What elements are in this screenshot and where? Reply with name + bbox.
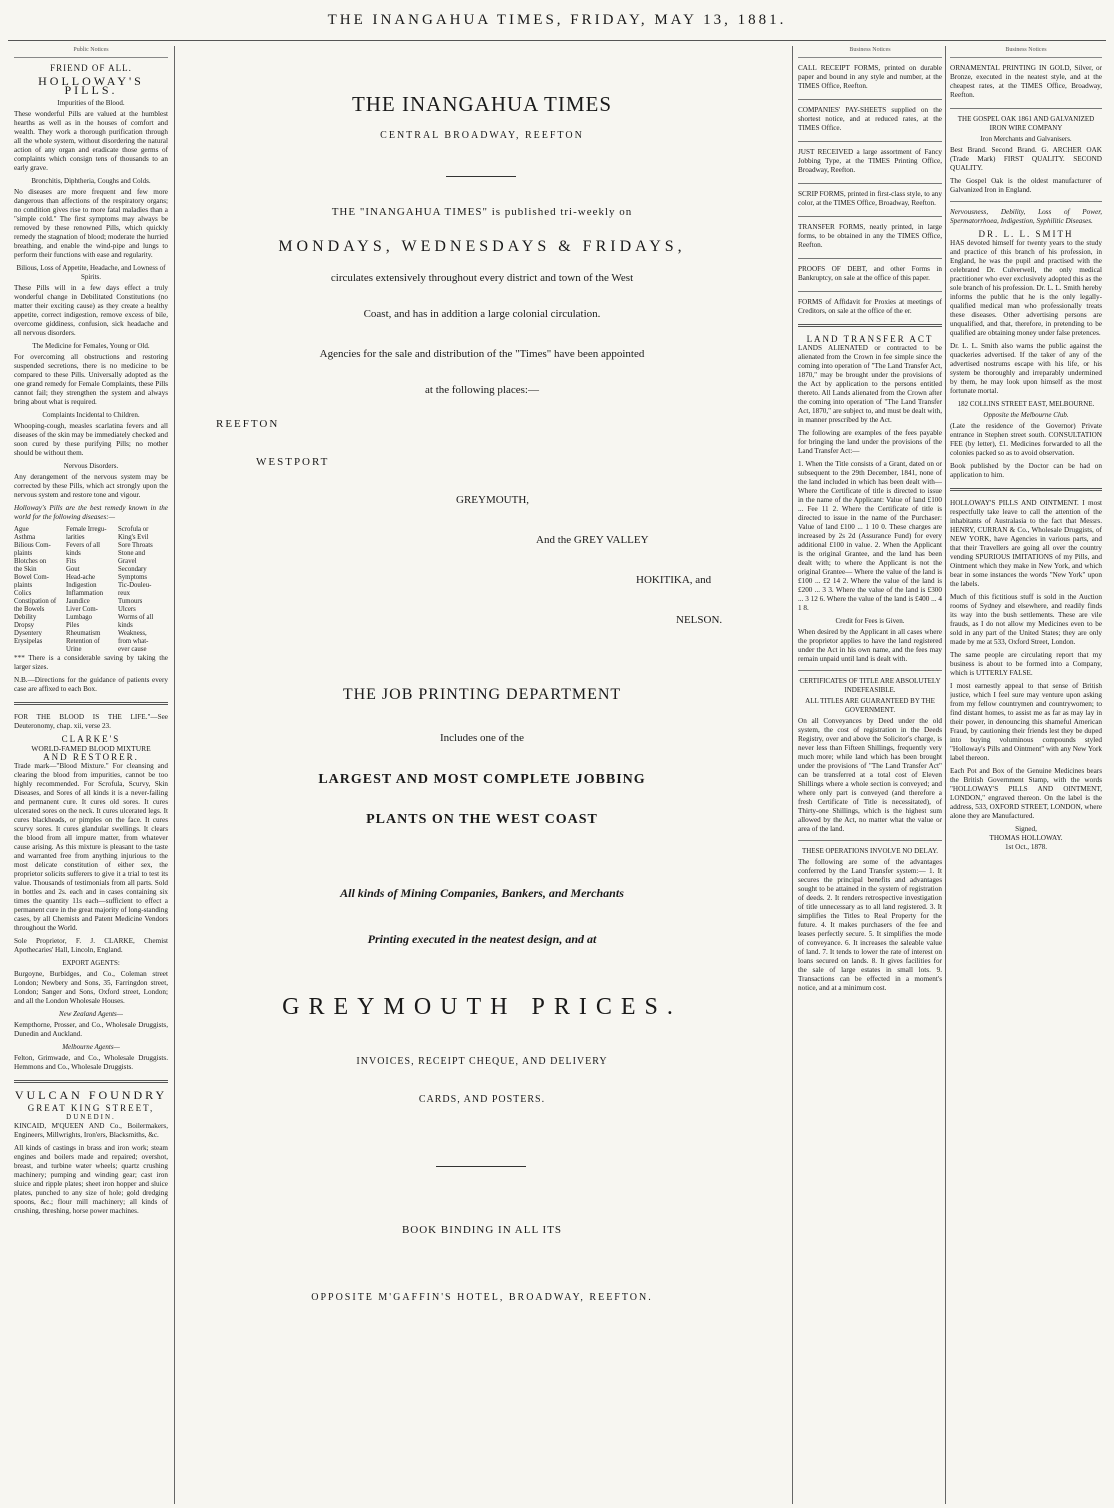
paragraph: *** There is a considerable saving by taking the larger sizes. bbox=[14, 654, 168, 671]
disease-item: Jaundice bbox=[66, 598, 90, 605]
place-item: HOKITIKA, and bbox=[636, 574, 712, 586]
disease-item: Liver Com- bbox=[66, 606, 98, 613]
disease-item: Gout bbox=[66, 566, 80, 573]
ad-pay-sheets: COMPANIES' PAY-SHEETS supplied on the shortest notice, and at reduced rates, at the TIMES Office. bbox=[798, 106, 942, 132]
smith-heading: DR. L. L. SMITH bbox=[978, 229, 1074, 239]
disease-item: Indigestion bbox=[66, 582, 97, 589]
disease-item: Asthma bbox=[14, 534, 36, 541]
right-column bbox=[798, 46, 942, 1504]
invoices-line: INVOICES, RECEIPT CHEQUE, AND DELIVERY bbox=[356, 1056, 608, 1067]
place-item: REEFTON bbox=[216, 418, 280, 430]
job-heading: THE JOB PRINTING DEPARTMENT bbox=[342, 686, 622, 703]
paragraph: These wonderful Pills are valued at the humblest hearths as well as in the houses of comfort and wealth. They work a thorough purification through all the whole system, without disordering the natural action of any organ and eradicate those germs of complaints which consign tens of thousands to an early grave. bbox=[14, 110, 168, 172]
disease-item: kinds bbox=[118, 622, 133, 629]
paragraph: Whooping-cough, measles scarlatina fevers and all diseases of the skin may be immediately checked and soon cured by these purifying Pills; no mother should be without them. bbox=[14, 422, 168, 457]
disease-item: ever cause bbox=[118, 646, 147, 653]
disease-item: Tumours bbox=[118, 598, 143, 605]
disease-list bbox=[14, 526, 168, 654]
disease-item: Ulcers bbox=[118, 606, 136, 613]
ad-transfer-forms: TRANSFER FORMS, neatly printed, in large forms, to be obtained in any the TIMES Office, Reefton. bbox=[798, 223, 942, 249]
paragraph: Any derangement of the nervous system may be corrected by these Pills, which act strongly upon the nervous system and restore tone and vigour. bbox=[14, 473, 168, 499]
column-head: Business Notices bbox=[950, 46, 1102, 58]
paragraph: The following are examples of the fees payable for bringing the land under the provisions of the Land Transfer Act:— bbox=[798, 429, 942, 455]
column-rule bbox=[792, 46, 793, 1504]
disease-item: Tic-Douleu- bbox=[118, 582, 152, 589]
disease-item: Rheumatism bbox=[66, 630, 101, 637]
ad-proofs-of-debt: PROOFS OF DEBT, and other Forms in Bankruptcy, on sale at the office of this paper. bbox=[798, 265, 942, 282]
disease-item: King's Evil bbox=[118, 534, 149, 541]
subhead: EXPORT AGENTS: bbox=[62, 959, 120, 967]
divider bbox=[798, 216, 942, 217]
paragraph: Holloway's Pills are the best remedy known in the world for the following diseases:— bbox=[14, 504, 168, 521]
paragraph: The Gospel Oak is the oldest manufacturer of Galvanized Iron in England. bbox=[950, 177, 1102, 194]
subhead: Iron Merchants and Galvanisers. bbox=[980, 135, 1072, 143]
paragraph: FOR THE BLOOD IS THE LIFE."—See Deuteronomy, chap. xii, verse 23. bbox=[14, 713, 168, 730]
disease-item: Dysentery bbox=[14, 630, 42, 637]
disease-item: Erysipelas bbox=[14, 638, 43, 645]
paragraph: Sole Proprietor, F. J. CLARKE, Chemist Apothecaries' Hall, Lincoln, England. bbox=[14, 937, 168, 954]
holloway-title: HOLLOWAY'S PILLS. bbox=[38, 74, 144, 97]
divider bbox=[798, 99, 942, 100]
far-right-column bbox=[950, 46, 1102, 1504]
paper-title: THE INANGAHUA TIMES bbox=[351, 92, 613, 116]
signed-date: 1st Oct., 1878. bbox=[1004, 843, 1048, 851]
disease-item bbox=[14, 646, 64, 654]
paragraph: Dr. L. L. Smith also warns the public against the quackeries advertised. If the taker of any of the advertised nostrums escape with his life, or his system be thoroughly and irreparably undermined by them, he may look upon himself as the most fortunate mortal. bbox=[950, 342, 1102, 395]
paragraph: (Late the residence of the Governor) Private entrance in Stephen street south. CONSULTATION FEE (by letter), £1. Medicines forwarded to all the colonies packed so as to avoid observation. bbox=[950, 422, 1102, 457]
paragraph: Book published by the Doctor can be had on application to him. bbox=[950, 462, 1102, 479]
disease-item: Constipation of bbox=[14, 598, 57, 605]
divider bbox=[950, 108, 1102, 109]
masthead: THE INANGAHUA TIMES, FRIDAY, MAY 13, 1881. bbox=[327, 12, 787, 28]
divider bbox=[798, 670, 942, 671]
paragraph: Trade mark—"Blood Mixture." For cleansing and clearing the blood from impurities, cannot be too highly recommended. For Scrofula, Scurvy, Skin Diseases, and Sores of all kinds it is a never-failing and permanent cure. It cures old sores. It cures ulcerated sores on the neck. It cures ulcerated legs. It cures blackheads, or pimples on the face. It cures scurvy sores. It cures glandular swellings. It clears the blood from all impure matter, from whatever cause arising. As this mixture is pleasant to the taste and warranted free from anything injurious to the most delicate constitution of either sex, the proprietor solicits sufferers to give it a trial to test its value. Thousands of testimonials from all parts. Sold in bottles and 2s. each and in cases containing six times the quantity 11s each—sufficient to effect a permanent cure in the great majority of long-standing cases, by all Chemists and Patent Medicine Vendors throughout the World. bbox=[14, 762, 168, 932]
vulcan-city: DUNEDIN. bbox=[66, 1113, 116, 1121]
ad-just-received: JUST RECEIVED a large assortment of Fancy Jobbing Type, at the TIMES Printing Office, Broadway, Reefton. bbox=[798, 148, 942, 174]
disease-item: larities bbox=[66, 534, 85, 541]
divider bbox=[14, 702, 168, 705]
paragraph: Nervousness, Debility, Loss of Power, Spermatorrhoea, Indigestion, Syphilitic Diseases. bbox=[950, 208, 1102, 225]
divider bbox=[798, 291, 942, 292]
column-head: Business Notices bbox=[798, 46, 942, 58]
coast-line: Coast, and has in addition a large colonial circulation. bbox=[363, 308, 601, 320]
clarke-subheading: WORLD-FAMED BLOOD MIXTURE bbox=[31, 744, 151, 753]
masthead-rule bbox=[8, 40, 1106, 41]
largest-line: LARGEST AND MOST COMPLETE JOBBING bbox=[318, 772, 646, 787]
disease-item: Fits bbox=[66, 558, 77, 565]
ad-scrip-forms: SCRIP FORMS, printed in first-class style, to any color, at the TIMES Office, Broadway, Reefton. bbox=[798, 190, 942, 207]
vulcan-heading: VULCAN FOUNDRY bbox=[14, 1088, 168, 1102]
subhead: 182 COLLINS STREET EAST, MELBOURNE. bbox=[957, 400, 1095, 408]
all-kinds-line: All kinds of Mining Companies, Bankers, and Merchants bbox=[340, 886, 624, 900]
subhead: Credit for Fees is Given. bbox=[835, 617, 905, 625]
place-item: GREYMOUTH, bbox=[456, 494, 530, 506]
paragraph: No diseases are more frequent and few more dangerous than affections of the respiratory organs; no condition gives rise to more fatal maladies than a "simple cold." The first symptoms may always be removed by these renowned Pills, which quickly remedy the stagnation of blood; moderate the hurried breathing, and enable the wind-pipe and lungs to perform their functions with ease and regularity. bbox=[14, 188, 168, 259]
disease-item: Stone and bbox=[118, 550, 145, 557]
vulcan-address: GREAT KING STREET, bbox=[27, 1103, 155, 1113]
paragraph: On all Conveyances by Deed under the old system, the cost of registration in the Deeds Registry, over and above the Solicitor's charge, is never less than Fifteen Shillings, frequently very much more; while land which has been brought under the provisions of "The Land Transfer Act" can be transferred at a total cost of Eleven Shillings where a whole section is conveyed; and where only part is conveyed (and therefore a fresh Certificate of Title is necessitated), of Thirty-one Shillings, which is the highest sum allowed by the Act, no matter what the value or area of the land. bbox=[798, 717, 942, 833]
disease-item: the Skin bbox=[14, 566, 37, 573]
paragraph: Much of this fictitious stuff is sold in the Auction rooms of Sydney and elsewhere, and readily finds its way into the bush settlements. These are vile frauds, as I do not allow my Medicines even to be sold in any part of the United States; they are only made by me at 533, Oxford Street, London. bbox=[950, 593, 1102, 646]
opposite-line: OPPOSITE M'GAFFIN'S HOTEL, BROADWAY, REEFTON. bbox=[311, 1292, 653, 1303]
places-line: at the following places:— bbox=[425, 384, 539, 396]
place-item: NELSON. bbox=[676, 614, 723, 626]
book-line: BOOK BINDING IN ALL ITS bbox=[401, 1224, 563, 1236]
paragraph: The same people are circulating report that my business is about to be formed into a Company, which is UTTERLY FALSE. bbox=[950, 651, 1102, 677]
disease-item: Fevers of all bbox=[66, 542, 100, 549]
circulates-line: circulates extensively throughout every district and town of the West bbox=[330, 272, 634, 284]
disease-item: Lumbago bbox=[66, 614, 93, 621]
column-rule bbox=[945, 46, 946, 1504]
disease-item: Retention of bbox=[66, 638, 100, 645]
paragraph: N.B.—Directions for the guidance of patients every case are affixed to each Box. bbox=[14, 676, 168, 693]
disease-item: Debility bbox=[14, 614, 37, 621]
disease-item: from what- bbox=[118, 638, 149, 645]
subhead: Opposite the Melbourne Club. bbox=[983, 411, 1069, 419]
column-rule bbox=[174, 46, 175, 1504]
paragraph: These Pills will in a few days effect a truly wonderful change in Debilitated Constitutions (no matter their exciting cause) as they create a healthy appetite, correct indigestion, remove excess of bile, overcome giddiness, confusion, sick headache and all nervous disorders. bbox=[14, 284, 168, 337]
restorer-heading: AND RESTORER. bbox=[43, 752, 139, 762]
subhead: Bilious, Loss of Appetite, Headache, and Lowness of Spirits. bbox=[16, 264, 166, 281]
printing-line: Printing executed in the neatest design, and at bbox=[367, 932, 597, 946]
clarke-heading: CLARKE'S bbox=[61, 734, 121, 744]
cards-line: CARDS, AND POSTERS. bbox=[418, 1094, 546, 1105]
divider bbox=[436, 1166, 526, 1167]
land-transfer-heading: LAND TRANSFER ACT bbox=[806, 334, 934, 344]
divider bbox=[798, 324, 942, 327]
disease-item: reux bbox=[118, 590, 131, 597]
disease-item: Symptoms bbox=[118, 574, 148, 581]
disease-item: Bowel Com- bbox=[14, 574, 49, 581]
place-item: And the GREY VALLEY bbox=[536, 534, 649, 546]
disease-item: Female Irregu- bbox=[66, 526, 107, 533]
disease-item: the Bowels bbox=[14, 606, 45, 613]
paragraph: I most earnestly appeal to that sense of British justice, which I feel sure may venture upon asking from my fellow countrymen and countrywomen; to find distant homes, to assist me as far as may lay in their power, in denouncing this shameful American Fraud, by cautioning their friends lest they be duped into buying voluminous compounds styled "Holloway's Pills and Ointment" with any New York label thereon. bbox=[950, 682, 1102, 762]
subhead: THE GOSPEL OAK 1861 AND GALVANIZED IRON WIRE COMPANY bbox=[957, 115, 1095, 132]
paragraph: The following are some of the advantages conferred by the Land Transfer system:— 1. It secures the principal benefits and advantages sought to be attained in the system of registration of deeds. 2. It renders retrospective investigation of title unnecessary as to all land registered. 3. It simplifies the Titles to Real Property for the future. 4. It makes purchasers of the fee and leases perfectly secure. 5. It simplifies the mode of conveyance. 6. It increases the saleable value of land. 7. It tends to lower the rate of interest on loans secured on lands. 8. It gives facilities for the sale of large estates in small lots. 9. Transactions can be effected in a moment's notice, and at a minimum cost. bbox=[798, 858, 942, 992]
divider bbox=[798, 840, 942, 841]
subhead: ALL TITLES ARE GUARANTEED BY THE GOVERNMENT. bbox=[805, 697, 935, 714]
disease-item: Inflammation bbox=[66, 590, 103, 597]
paragraph: When desired by the Applicant in all cases where the proprietor applies to have the land registered under the Act in his own name, and the fees may remain unpaid until land is dealt with. bbox=[798, 628, 942, 663]
subhead: New Zealand Agents— bbox=[58, 1010, 124, 1018]
paper-address: CENTRAL BROADWAY, REEFTON bbox=[380, 130, 584, 141]
subhead: Complaints Incidental to Children. bbox=[42, 411, 140, 419]
disease-item: plaints bbox=[14, 582, 33, 589]
divider bbox=[798, 183, 942, 184]
paragraph: HOLLOWAY'S PILLS AND OINTMENT. I most respectfully take leave to call the attention of the inhabitants of Australasia to the fact that Messrs. HENRY, CURRAN & Co., Wholesale Druggists, of NEW YORK, have Agencies in various parts, and that their Travellers are going all over the country vending SPURIOUS IMITATIONS of my Pills, and Ointment which they make in New York, and which bear in some instances the words "New York" upon the labels. bbox=[950, 499, 1102, 588]
paragraph: 1. When the Title consists of a Grant, dated on or subsequent to the 29th December, 1841, none of the land included in which has been dealt with— Where the Certificate of title is directed to issue in the name of the Applicant: Value of land £100 ... Fee 11 2. Where the Certificate of title is directed to issue in the name of the Purchaser: Value of land £100 ... 1 10 0. These charges are increased by 2s 2d (Assurance Fund) for every additional £100 in value. 2. When the Applicant is the original Grantee, and the land has been dealt with; to where the Applicant is not the original Grantee— Where the value of the land is £100 ... £2 14 2. Where the value of the land is £200 ... 3 3. Where the value of the land is £300 ... 3 12 6. Where the value of the land is £400 ... 4 1 8. bbox=[798, 460, 942, 612]
divider bbox=[798, 258, 942, 259]
disease-item: Piles bbox=[66, 622, 80, 629]
disease-item: Sore Throats bbox=[118, 542, 153, 549]
paragraph: Kempthorne, Prosser, and Co., Wholesale Druggists, Dunedin and Auckland. bbox=[14, 1021, 168, 1038]
agencies-line: Agencies for the sale and distribution of the "Times" have been appointed bbox=[319, 348, 645, 360]
disease-item: Weakness, bbox=[118, 630, 147, 637]
ad-affidavit-forms: FORMS of Affidavit for Proxies at meetings of Creditors, on sale at the office of the er. bbox=[798, 298, 942, 315]
column-head: Public Notices bbox=[14, 46, 168, 58]
ad-ornamental: ORNAMENTAL PRINTING IN GOLD, Silver, or Bronze, executed in the neatest style, and at the cheapest rates, at the TIMES Office, Broadway, Reefton. bbox=[950, 64, 1102, 99]
divider bbox=[446, 176, 516, 177]
main-advertisement bbox=[176, 46, 788, 1504]
paragraph: Best Brand. Second Brand. G. ARCHER OAK (Trade Mark) FIRST QUALITY. SECOND QUALITY. bbox=[950, 146, 1102, 172]
subhead: Melbourne Agents— bbox=[62, 1043, 120, 1051]
friend-heading: FRIEND OF ALL. bbox=[50, 63, 132, 73]
paragraph: Burgoyne, Burbidges, and Co., Coleman street London; Newbery and Sons, 35, Farringdon street, London; Sanger and Sons, Oxford street, London; and all the London Wholesale Houses. bbox=[14, 970, 168, 1005]
includes-line: Includes one of the bbox=[440, 732, 524, 744]
paragraph: For overcoming all obstructions and restoring suspended secretions, there is no medicine to be compared to these Pills. Universally adopted as the one grand remedy for Female Complaints, these Pills cannot fail; they strengthen the system and always bring about what is required. bbox=[14, 353, 168, 406]
greymouth-prices: GREYMOUTH PRICES. bbox=[282, 994, 682, 1020]
paragraph: Each Pot and Box of the Genuine Medicines bears the British Government Stamp, with the words "HOLLOWAY'S PILLS AND OINTMENT, LONDON," engraved thereon. On the label is the address, 533, OXFORD STREET, LONDON, where alone they are Manufactured. bbox=[950, 767, 1102, 820]
days-line: MONDAYS, WEDNESDAYS & FRIDAYS, bbox=[278, 238, 686, 255]
disease-item: Dropsy bbox=[14, 622, 35, 629]
subhead: Impurities of the Blood. bbox=[57, 99, 125, 107]
divider bbox=[950, 488, 1102, 491]
disease-item: Gravel bbox=[118, 558, 137, 565]
place-item: WESTPORT bbox=[256, 456, 330, 468]
disease-item: Scrofula or bbox=[118, 526, 149, 533]
paragraph: KINCAID, M'QUEEN AND Co., Boilermakers, Engineers, Millwrights, Iron'ers, Blacksmiths, &c. bbox=[14, 1122, 168, 1139]
subhead: CERTIFICATES OF TITLE ARE ABSOLUTELY INDEFEASIBLE. bbox=[799, 677, 941, 694]
disease-item: Head-ache bbox=[66, 574, 96, 581]
disease-item: Bilious Com- bbox=[14, 542, 51, 549]
signature-name: THOMAS HOLLOWAY. bbox=[989, 834, 1063, 842]
divider bbox=[950, 201, 1102, 202]
disease-item: Secondary bbox=[118, 566, 147, 573]
paragraph: LANDS ALIENATED or contracted to be alienated from the Crown in fee simple since the coming into operation of "The Land Transfer Act, 1870," may be brought under the provisions of the Act by application to the persons entitled thereto. All Lands alienated from the Crown after the coming into operation of "The Land Transfer Act, 1870," are subject to, and must be dealt with, in manner prescribed by the Act. bbox=[798, 344, 942, 424]
paragraph: HAS devoted himself for twenty years to the study and practice of this branch of his profession, in England, he was the pupil and practised with the celebrated Dr. Culverwell, the only medical practitioner who ever exclusively adopted this as the sole branch of his profession. Dr. L. L. Smith hereby informs the public that he is the only legally-qualified medical man who professionally treats these diseases. Other advertising persons are unqualified, and that, therefore, in pretending to be qualified are obtaining money under false pretences. bbox=[950, 239, 1102, 337]
disease-item: Ague bbox=[14, 526, 29, 533]
ad-call-receipt: CALL RECEIPT FORMS, printed on durable paper and bound in any style and number, at the TIMES Office, Reefton. bbox=[798, 64, 942, 90]
disease-item: Urine bbox=[66, 646, 82, 653]
subhead: Nervous Disorders. bbox=[63, 462, 119, 470]
disease-item: Colics bbox=[14, 590, 32, 597]
paragraph: Felton, Grimwade, and Co., Wholesale Druggists. Hemmons and Co., Wholesale Druggists. bbox=[14, 1054, 168, 1071]
subhead: Bronchitis, Diphtheria, Coughs and Colds. bbox=[31, 177, 151, 185]
divider bbox=[798, 141, 942, 142]
subhead: The Medicine for Females, Young or Old. bbox=[32, 342, 150, 350]
plants-line: PLANTS ON THE WEST COAST bbox=[366, 812, 598, 827]
signed: Signed, bbox=[1015, 825, 1037, 833]
disease-item: Blotches on bbox=[14, 558, 47, 565]
disease-item: plaints bbox=[14, 550, 33, 557]
published-line: THE "INANGAHUA TIMES" is published tri-weekly on bbox=[331, 206, 633, 218]
left-column bbox=[14, 46, 168, 1504]
subhead: THESE OPERATIONS INVOLVE NO DELAY. bbox=[801, 847, 939, 855]
paragraph: All kinds of castings in brass and iron work; steam engines and boilers made and repaired; overshot, breast, and turbine water wheels; quartz crushing machinery; pumping and winding gear; cast iron sluice and ripple plates; sheet iron hopper and sluice plates, punched to any size of hole; gold dredging spoons, &c.; flour mill machinery; all kinds of crushing, threshing, horse power machines. bbox=[14, 1144, 168, 1215]
divider bbox=[14, 1080, 168, 1083]
disease-item: kinds bbox=[66, 550, 81, 557]
disease-item: Worms of all bbox=[118, 614, 154, 621]
